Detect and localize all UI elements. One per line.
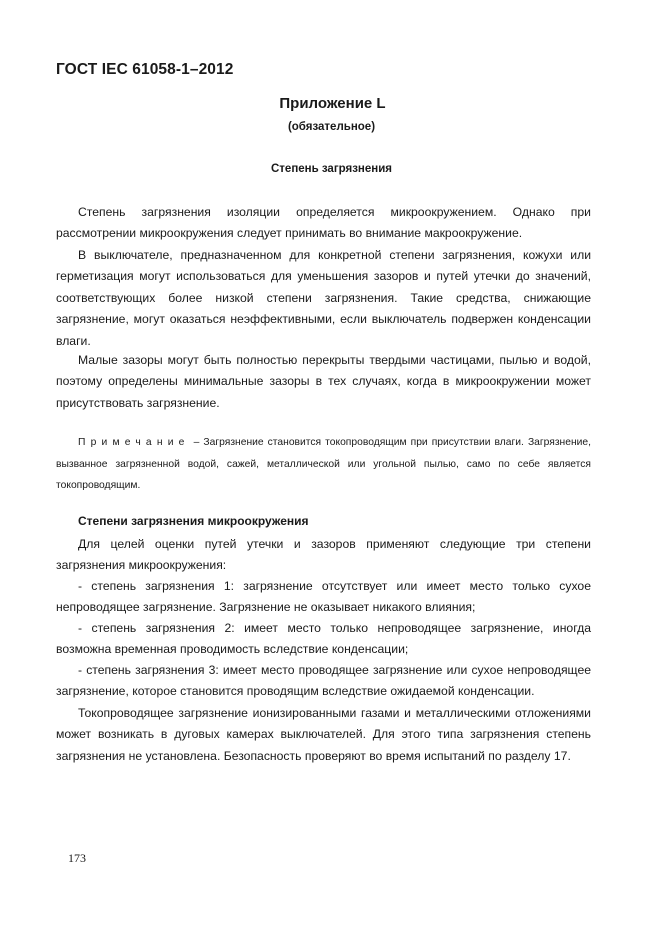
intro-paragraph-1: Степень загрязнения изоляции определяется микроокружением. Однако при рассмотрении микроокружения следует принимать во внимание макроокружение. xyxy=(56,205,591,241)
section-title: Степень загрязнения xyxy=(270,163,392,175)
intro-paragraph-2: В выключателе, предназначенном для конкретной степени загрязнения, кожухи или герметизация могут использоваться для уменьшения зазоров и путей утечки до значений, соответствующих более низкой степени загрязнения. Такие средства, снижающие загрязнение, могут оказаться неэффективными, если выключатель подвержен конденсации влаги. xyxy=(56,248,591,348)
document-code-header: ГОСТ IEC 61058-1–2012 xyxy=(56,61,234,78)
page-number: 173 xyxy=(68,851,86,865)
pollution-degree-1-item: - степень загрязнения 1: загрязнение отсутствует или имеет место только сухое непроводящее загрязнение. Загрязнение не оказывает никакого влияния; xyxy=(56,579,591,615)
subsection-title: Степени загрязнения микроокружения xyxy=(78,514,309,528)
note-label: Примечание xyxy=(78,437,190,448)
pollution-degree-2-item: - степень загрязнения 2: имеет место только непроводящее загрязнение, иногда возможна временная проводимость вследствие конденсации; xyxy=(56,621,591,657)
pollution-degree-3-item: - степень загрязнения 3: имеет место проводящее загрязнение или сухое непроводящее загрязнение, которое становится проводящим вследствие ожидаемой конденсации. xyxy=(56,663,591,699)
note-text: – Загрязнение становится токопроводящим при присутствии влаги. Загрязнение, вызванное загрязненной водой, сажей, металлической или угольной пылью, само по себе является токопроводящим. xyxy=(56,437,591,492)
appendix-title: Приложение L xyxy=(279,95,386,112)
note-block xyxy=(56,432,591,497)
subsection-paragraph-1: Для целей оценки путей утечки и зазоров применяют следующие три степени загрязнения микроокружения: xyxy=(56,537,591,573)
intro-paragraph-3: Малые зазоры могут быть полностью перекрыты твердыми частицами, пылью и водой, поэтому определены минимальные зазоры в тех случаях, когда в микроокружении может присутствовать загрязнение. xyxy=(56,353,591,410)
subsection-paragraph-conductive: Токопроводящее загрязнение ионизированными газами и металлическими отложениями может возникать в дуговых камерах выключателей. Для этого типа загрязнения степень загрязнения не установлена. Безопасность проверяют во время испытаний по разделу 17. xyxy=(56,706,591,763)
appendix-status: (обязательное) xyxy=(287,121,376,133)
